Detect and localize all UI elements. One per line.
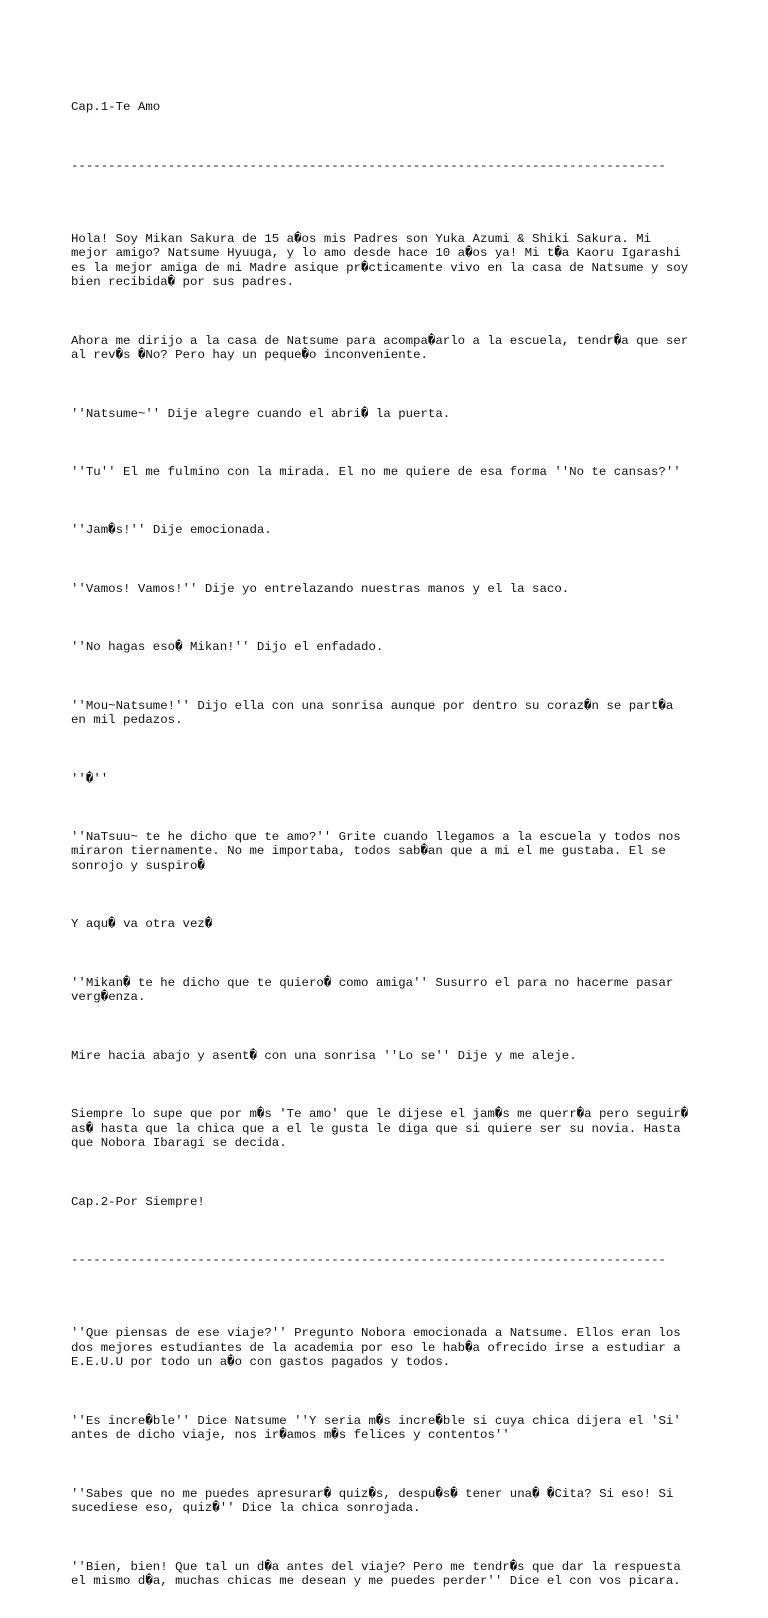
chapter-1-paragraph: ''Jam�s!'' Dije emocionada. — [71, 523, 272, 538]
chapter-1-paragraph: ''No hagas eso� Mikan!'' Dijo el enfadado. — [71, 640, 384, 655]
chapter-2-paragraph: ''Sabes que no me puedes apresurar� quiz�s, despu�s� tener una� �Cita? Si eso! Si sucediese eso, quiz�'' Dice la chica sonrojada. — [71, 1486, 674, 1516]
chapter-1-paragraph: Mire hacia abajo y asent� con una sonrisa ''Lo se'' Dije y me aleje. — [71, 1048, 577, 1063]
chapter-2-paragraph: ''Es incre�ble'' Dice Natsume ''Y seria m�s incre�ble si cuya chica dijera el 'Si' antes de dicho viaje, nos ir�amos m�s felices y contentos'' — [71, 1413, 681, 1443]
chapter-2-divider: -------------------------------------------------------------------------------- — [71, 1253, 666, 1268]
chapter-2-paragraph: ''Bien, bien! Que tal un d�a antes del viaje? Pero me tendr�s que dar la respuesta el mismo d�a, muchas chicas me desean y me puedes perder'' Dice el con vos picara. — [71, 1559, 681, 1589]
chapter-1-paragraph: ''Mou~Natsume!'' Dijo ella con una sonrisa aunque por dentro su coraz�n se part�a en mil pedazos. — [71, 698, 674, 728]
chapter-2-paragraph: ''Que piensas de ese viaje?'' Pregunto Nobora emocionada a Natsume. Ellos eran los dos mejores estudiantes de la academia por eso le hab�a ofrecido irse a estudiar a E.E.U.U por todo un a�o con gastos pagados y todos. — [71, 1326, 681, 1370]
chapter-1-paragraph: ''Tu'' El me fulmino con la mirada. El no me quiere de esa forma ''No te cansas?'' — [71, 465, 681, 480]
chapter-2-title: Cap.2-Por Siempre! — [71, 1194, 205, 1209]
chapter-1-paragraph: ''Natsume~'' Dije alegre cuando el abri� la puerta. — [71, 406, 451, 421]
chapter-1-paragraph: ''NaTsuu~ te he dicho que te amo?'' Grite cuando llegamos a la escuela y todos nos miraron tiernamente. No me importaba, todos sab�an que a mi el me gustaba. El se sonrojo y suspiro� — [71, 829, 681, 874]
document-body — [71, 71, 731, 1618]
chapter-1-paragraph: ''�'' — [71, 771, 109, 786]
chapter-1-paragraph: Ahora me dirijo a la casa de Natsume para acompa�arlo a la escuela, tendr�a que ser al rev�s �No? Pero hay un peque�o inconveniente. — [71, 333, 689, 363]
chapter-1-paragraph: Hola! Soy Mikan Sakura de 15 a�os mis Padres son Yuka Azumi & Shiki Sakura. Mi mejor amigo? Natsume Hyuuga, y lo amo desde hace 10 a�os ya! Mi t�a Kaoru Igarashi es la mejor amiga de mi Madre asique pr�cticamente vivo en la casa de Natsume y soy bien recibida� por sus padres. — [71, 231, 689, 290]
chapter-1-paragraph: Y aqu� va otra vez� — [71, 917, 213, 932]
chapter-1-paragraph: ''Vamos! Vamos!'' Dije yo entrelazando nuestras manos y el la saco. — [71, 581, 570, 596]
chapter-1-title: Cap.1-Te Amo — [71, 100, 161, 115]
chapter-1-divider: -------------------------------------------------------------------------------- — [71, 158, 666, 173]
chapter-1-paragraph: Siempre lo supe que por m�s 'Te amo' que le dijese el jam�s me querr�a pero seguir� as� hasta que la chica que a el le gusta le diga que si quiere ser su novia. Hasta que Nobora Ibaragi se decida. — [71, 1107, 689, 1151]
chapter-1-paragraph: ''Mikan� te he dicho que te quiero� como amiga'' Susurro el para no hacerme pasar verg�enza. — [71, 975, 674, 1005]
